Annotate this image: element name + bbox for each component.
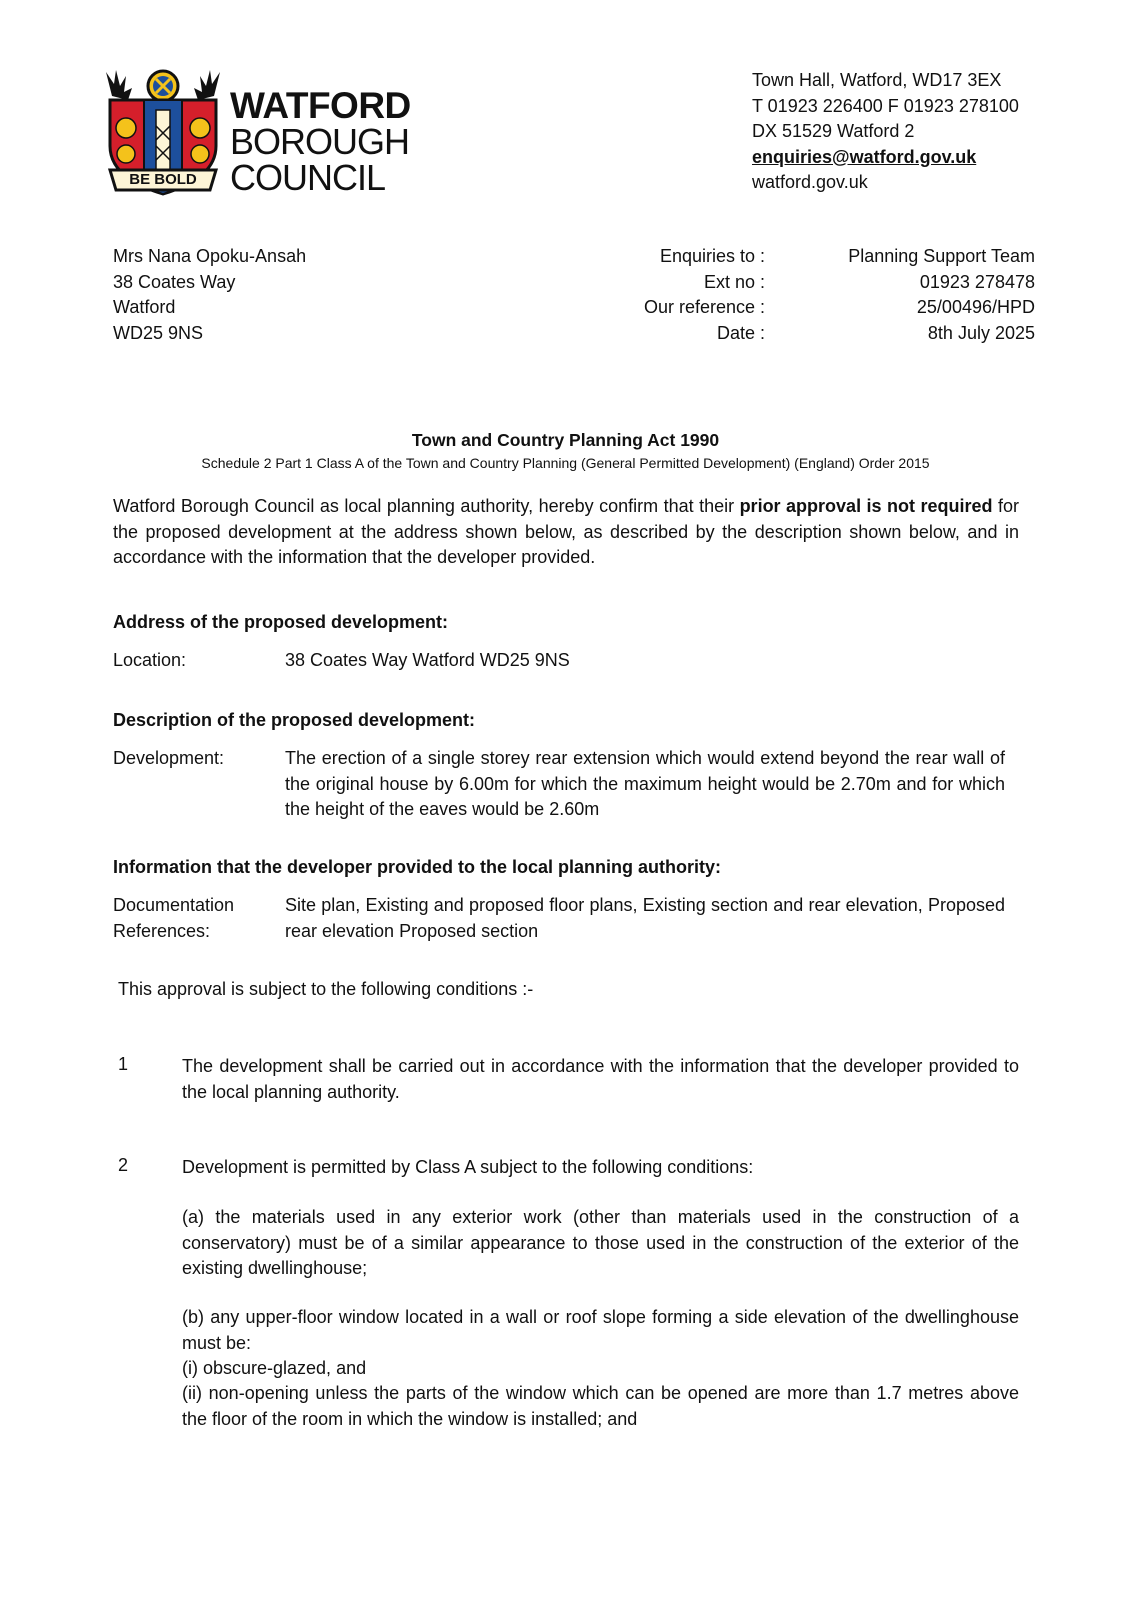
condition-2-text: Development is permitted by Class A subject to the following conditions:	[182, 1157, 754, 1177]
intro-bold: prior approval is not required	[739, 496, 993, 516]
contact-website[interactable]: watford.gov.uk	[752, 172, 868, 192]
logo-line-watford: WATFORD	[230, 85, 411, 126]
date-label: Date :	[716, 322, 765, 343]
ext-label: Ext no :	[703, 271, 765, 292]
date-value: 8th July 2025	[927, 322, 1035, 343]
act-subtitle: Schedule 2 Part 1 Class A of the Town and Country Planning (General Permitted Development) (England) Order 2015	[201, 455, 930, 471]
contact-block	[752, 68, 1019, 196]
reference-value: 25/00496/HPD	[916, 297, 1035, 317]
location-value: 38 Coates Way Watford WD25 9NS	[285, 650, 570, 670]
recipient-line1: 38 Coates Way	[113, 271, 236, 292]
condition-2b-i-text: (i) obscure-glazed, and	[182, 1358, 367, 1378]
condition-1-text: The development shall be carried out in accordance with the information that the developer provided to the local planning authority.	[182, 1056, 1019, 1102]
documentation-label-line1: Documentation	[113, 895, 235, 915]
intro-text-1: Watford Borough Council as local planning authority, hereby confirm that their	[113, 496, 740, 516]
info-heading: Information that the developer provided to the local planning authority:	[113, 857, 722, 877]
condition-2b-ii-text: (ii) non-opening unless the parts of the window which can be opened are more than 1.7 metres above the floor of the room in which the window is installed; and	[182, 1383, 1019, 1429]
logo-wordmark	[230, 85, 411, 198]
enquiries-label: Enquiries to :	[659, 246, 765, 266]
intro-paragraph	[113, 494, 1019, 571]
act-title: Town and Country Planning Act 1990	[411, 430, 720, 450]
recipient-postcode: WD25 9NS	[113, 322, 204, 343]
meta-values	[780, 244, 1035, 346]
description-heading: Description of the proposed development:	[113, 710, 476, 730]
contact-dx: DX 51529 Watford 2	[752, 121, 915, 141]
condition-2a-text: (a) the materials used in any exterior work (other than materials used in the construction of a conservatory) must be of a similar appearance to those used in the construction of the exterior of the existing dwellinghouse;	[182, 1207, 1019, 1278]
logo-motto: BE BOLD	[129, 171, 197, 188]
contact-email-link[interactable]: enquiries@watford.gov.uk	[752, 146, 977, 167]
recipient-line2: Watford	[113, 297, 176, 317]
meta-labels	[560, 244, 765, 346]
contact-phone-fax: T 01923 226400 F 01923 278100	[752, 95, 1019, 116]
condition-1-number: 1	[118, 1054, 129, 1074]
recipient-address	[113, 244, 306, 346]
documentation-label-line2: References:	[113, 920, 211, 941]
logo-line-borough: BOROUGH	[230, 121, 410, 162]
council-logo	[102, 66, 432, 202]
development-label: Development:	[113, 748, 225, 768]
logo-line-council: COUNCIL	[230, 157, 386, 198]
reference-label: Our reference :	[643, 297, 765, 317]
documentation-label	[113, 893, 234, 944]
condition-2b-text: (b) any upper-floor window located in a wall or roof slope forming a side elevation of the dwellinghouse must be:	[182, 1307, 1019, 1353]
recipient-name: Mrs Nana Opoku-Ansah	[113, 246, 307, 266]
ext-value: 01923 278478	[919, 271, 1035, 292]
enquiries-value: Planning Support Team	[848, 246, 1035, 266]
development-value: The erection of a single storey rear extension which would extend beyond the rear wall of the original house by 6.00m for which the maximum height would be 2.70m and for which the height of the eaves would be 2.60m	[285, 748, 1005, 819]
address-heading: Address of the proposed development:	[113, 612, 449, 632]
conditions-intro: This approval is subject to the following conditions :-	[118, 979, 534, 999]
intro-text-2: for the proposed development at the address shown below, as described by the description shown below, and in accordance with the information that the developer provided.	[113, 496, 1019, 567]
condition-2-number: 2	[118, 1155, 129, 1175]
documentation-value: Site plan, Existing and proposed floor plans, Existing section and rear elevation, Proposed rear elevation Proposed section	[285, 895, 1005, 941]
location-label: Location:	[113, 650, 187, 670]
contact-address: Town Hall, Watford, WD17 3EX	[752, 70, 1002, 90]
